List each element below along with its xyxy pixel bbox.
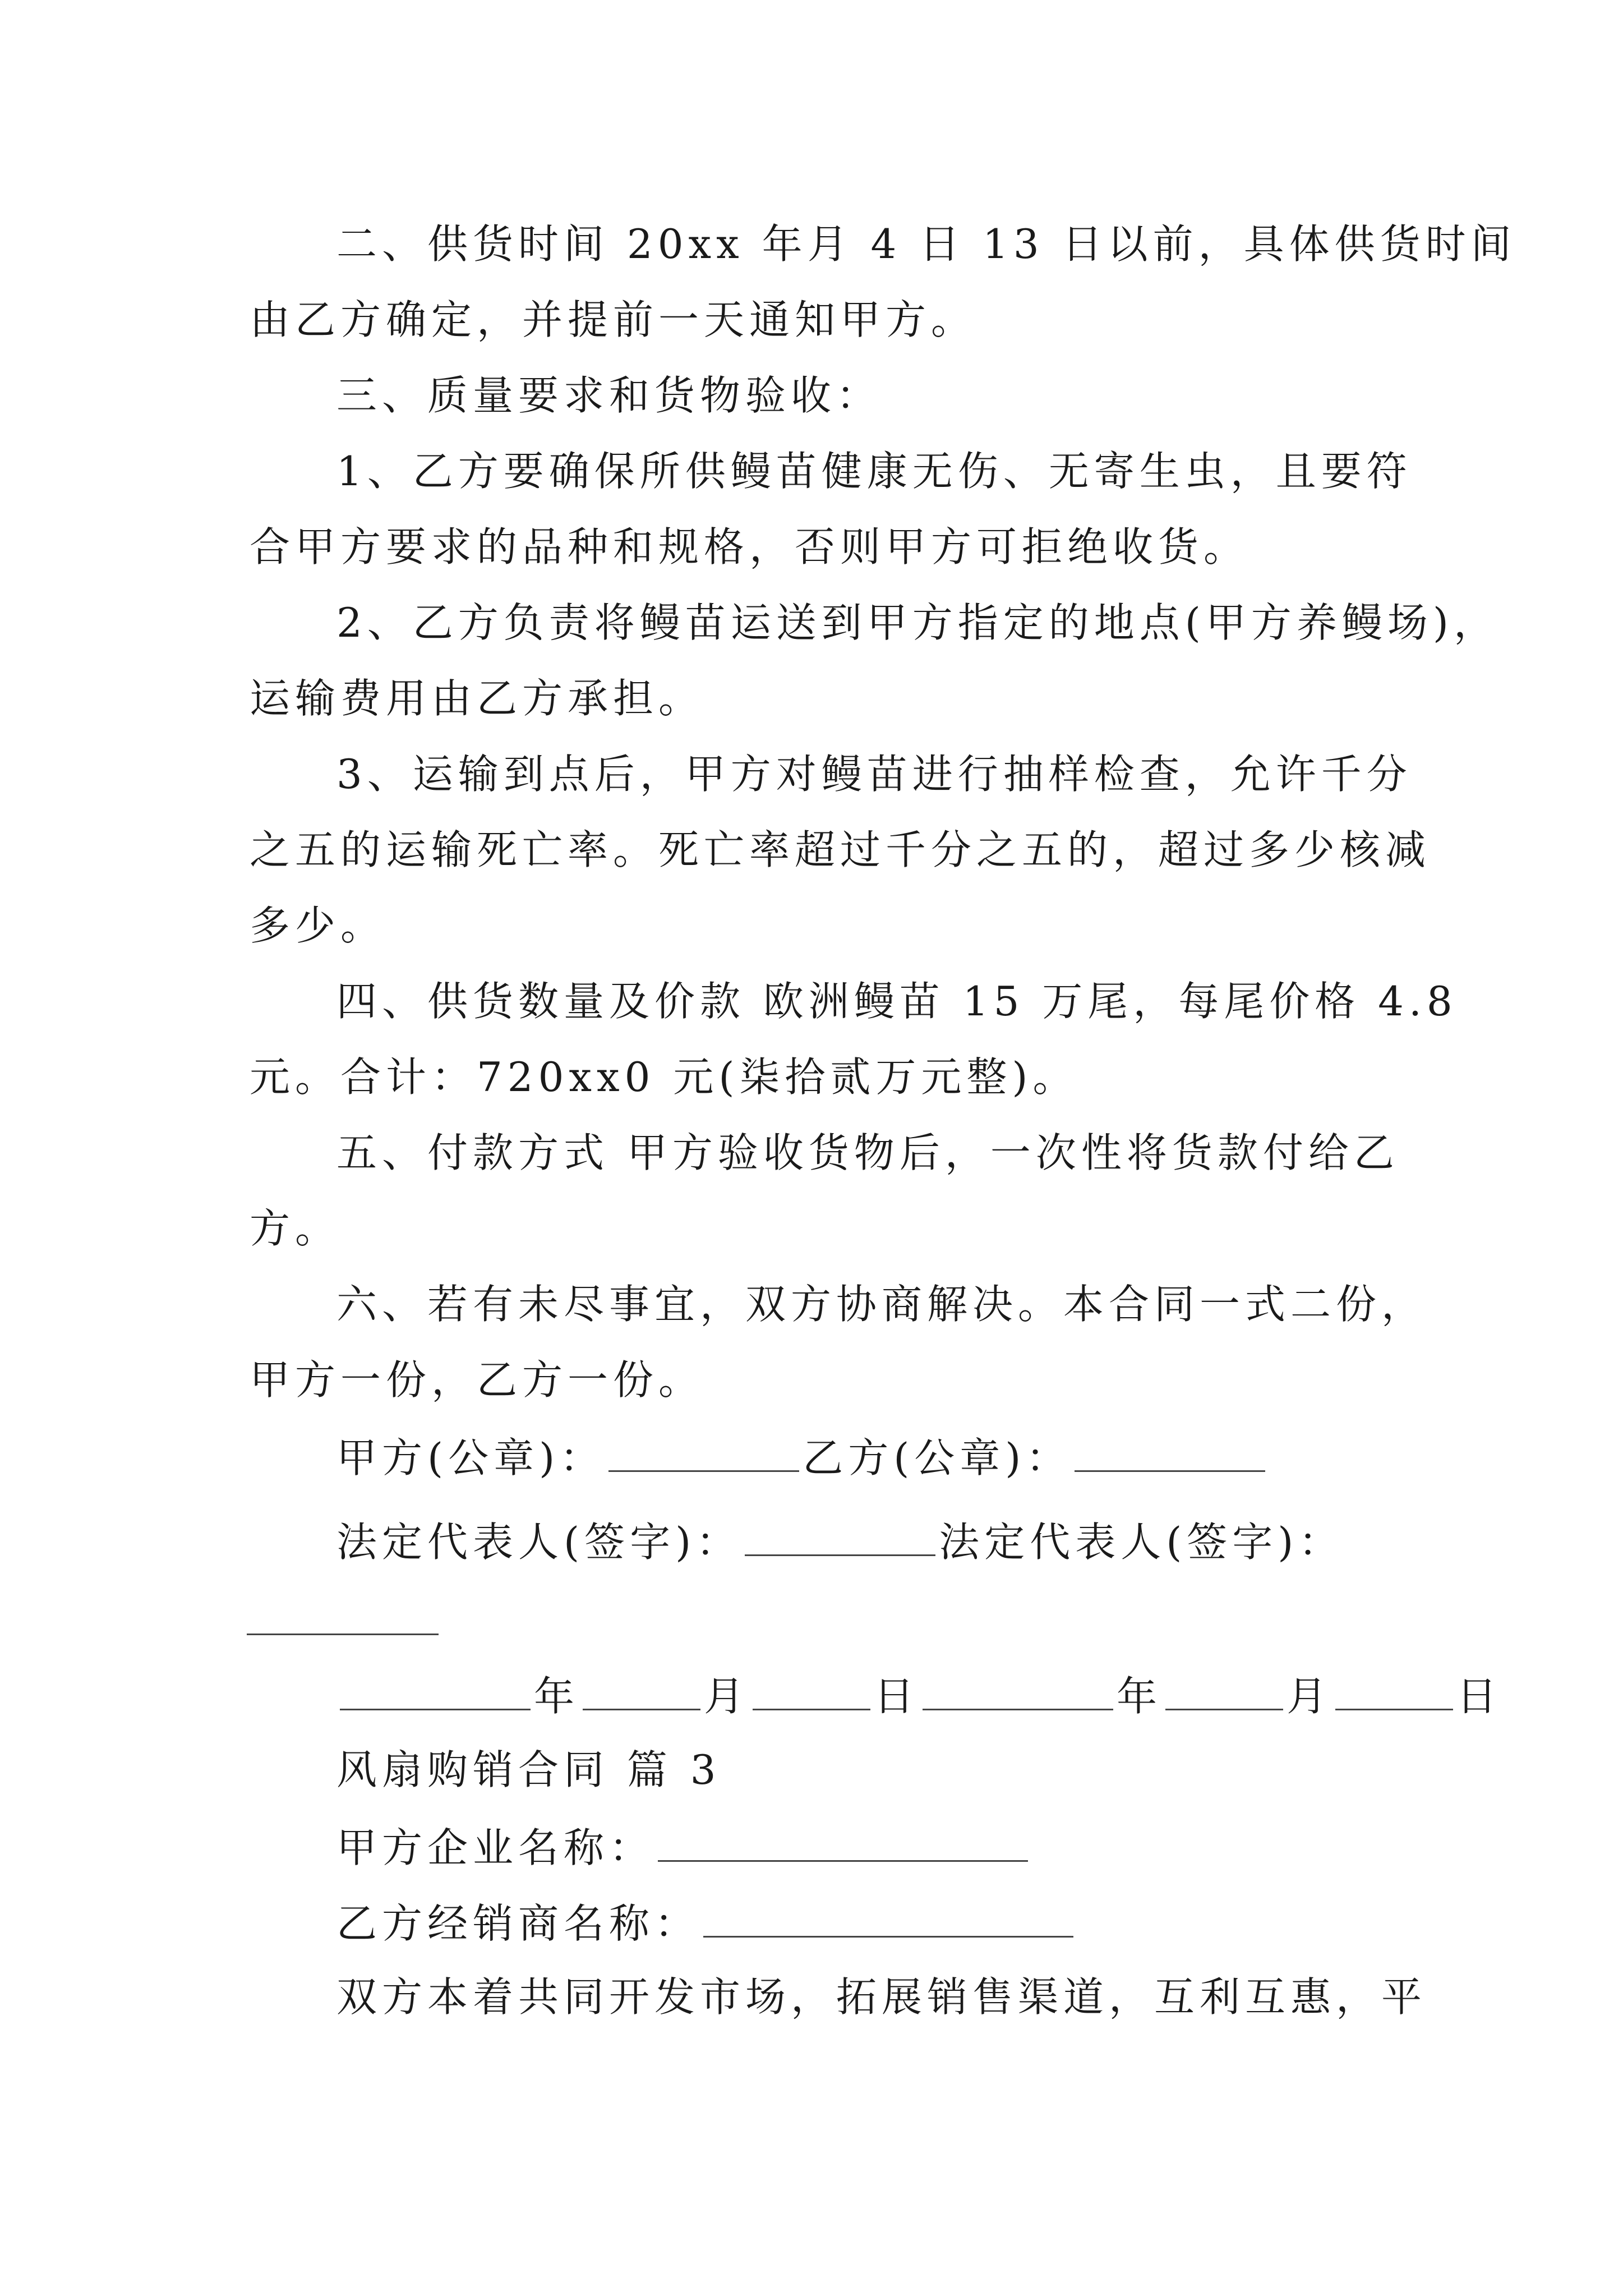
- clause-3-item-1-line-1: 1、乙方要确保所供鳗苗健康无伤、无寄生虫，且要符: [336, 448, 1412, 495]
- party-a-seal-blank[interactable]: [608, 1428, 799, 1472]
- party-b-year-blank[interactable]: [923, 1666, 1113, 1710]
- day-label-a: 日: [874, 1673, 920, 1720]
- clause-3-heading: 三、质量要求和货物验收：: [336, 372, 882, 419]
- section-title: 风扇购销合同 篇 3: [336, 1746, 721, 1793]
- date-line: [336, 1666, 1502, 1724]
- party-b-seal-blank[interactable]: [1075, 1428, 1265, 1472]
- party-b-rep-blank[interactable]: [247, 1634, 439, 1635]
- clause-3-item-3-line-2: 之五的运输死亡率。死亡率超过千分之五的，超过多少核减: [250, 826, 1431, 873]
- representative-line: [336, 1512, 1344, 1570]
- party-b-rep-label: 法定代表人(签字)：: [939, 1519, 1344, 1566]
- clause-4-line-1: 四、供货数量及价款 欧洲鳗苗 15 万尾，每尾价格 4.8: [336, 978, 1458, 1025]
- clause-3-item-2-line-1: 2、乙方负责将鳗苗运送到甲方指定的地点(甲方养鳗场)，: [336, 599, 1499, 646]
- clause-2-line-1: 二、供货时间 20xx 年月 4 日 13 日以前，具体供货时间: [336, 220, 1516, 268]
- month-label-b: 月: [1287, 1673, 1332, 1720]
- clause-3-item-1-line-2: 合甲方要求的品种和规格，否则甲方可拒绝收货。: [250, 523, 1249, 570]
- party-a-company-blank[interactable]: [658, 1818, 1028, 1862]
- party-a-company-label: 甲方企业名称：: [336, 1824, 655, 1871]
- clause-3-item-2-line-2: 运输费用由乙方承担。: [250, 675, 704, 722]
- seal-line: [336, 1428, 1269, 1486]
- clause-6-line-2: 甲方一份，乙方一份。: [250, 1356, 704, 1404]
- party-b-day-blank[interactable]: [1335, 1666, 1453, 1710]
- clause-3-item-3-line-1: 3、运输到点后，甲方对鳗苗进行抽样检查，允许千分: [336, 751, 1412, 798]
- party-b-dealer-label: 乙方经销商名称：: [336, 1900, 700, 1947]
- party-a-month-blank[interactable]: [583, 1666, 700, 1710]
- party-b-dealer-line: [336, 1893, 1077, 1952]
- party-b-month-blank[interactable]: [1165, 1666, 1283, 1710]
- party-a-seal-label: 甲方(公章)：: [336, 1434, 606, 1481]
- clause-4-line-2: 元。合计：720xx0 元(柒拾贰万元整)。: [250, 1053, 1078, 1101]
- clause-5-line-1: 五、付款方式 甲方验收货物后，一次性将货款付给乙: [336, 1129, 1399, 1176]
- clause-6-line-1: 六、若有未尽事宜，双方协商解决。本合同一式二份，: [336, 1281, 1427, 1328]
- party-a-year-blank[interactable]: [340, 1666, 531, 1710]
- party-a-rep-label: 法定代表人(签字)：: [336, 1519, 742, 1566]
- day-label-b: 日: [1456, 1673, 1502, 1720]
- year-label-b: 年: [1117, 1673, 1163, 1720]
- party-a-company-line: [336, 1818, 1031, 1876]
- clause-2-line-2: 由乙方确定，并提前一天通知甲方。: [250, 296, 977, 343]
- party-a-rep-blank[interactable]: [745, 1512, 935, 1556]
- party-b-seal-label: 乙方(公章)：: [803, 1434, 1072, 1481]
- closing-line: 双方本着共同开发市场，拓展销售渠道，互利互惠，平: [336, 1973, 1427, 2021]
- month-label-a: 月: [704, 1673, 750, 1720]
- party-b-dealer-blank[interactable]: [703, 1893, 1073, 1938]
- year-label-a: 年: [534, 1673, 580, 1720]
- clause-3-item-3-line-3: 多少。: [250, 902, 386, 949]
- clause-5-line-2: 方。: [250, 1205, 341, 1252]
- party-a-day-blank[interactable]: [753, 1666, 870, 1710]
